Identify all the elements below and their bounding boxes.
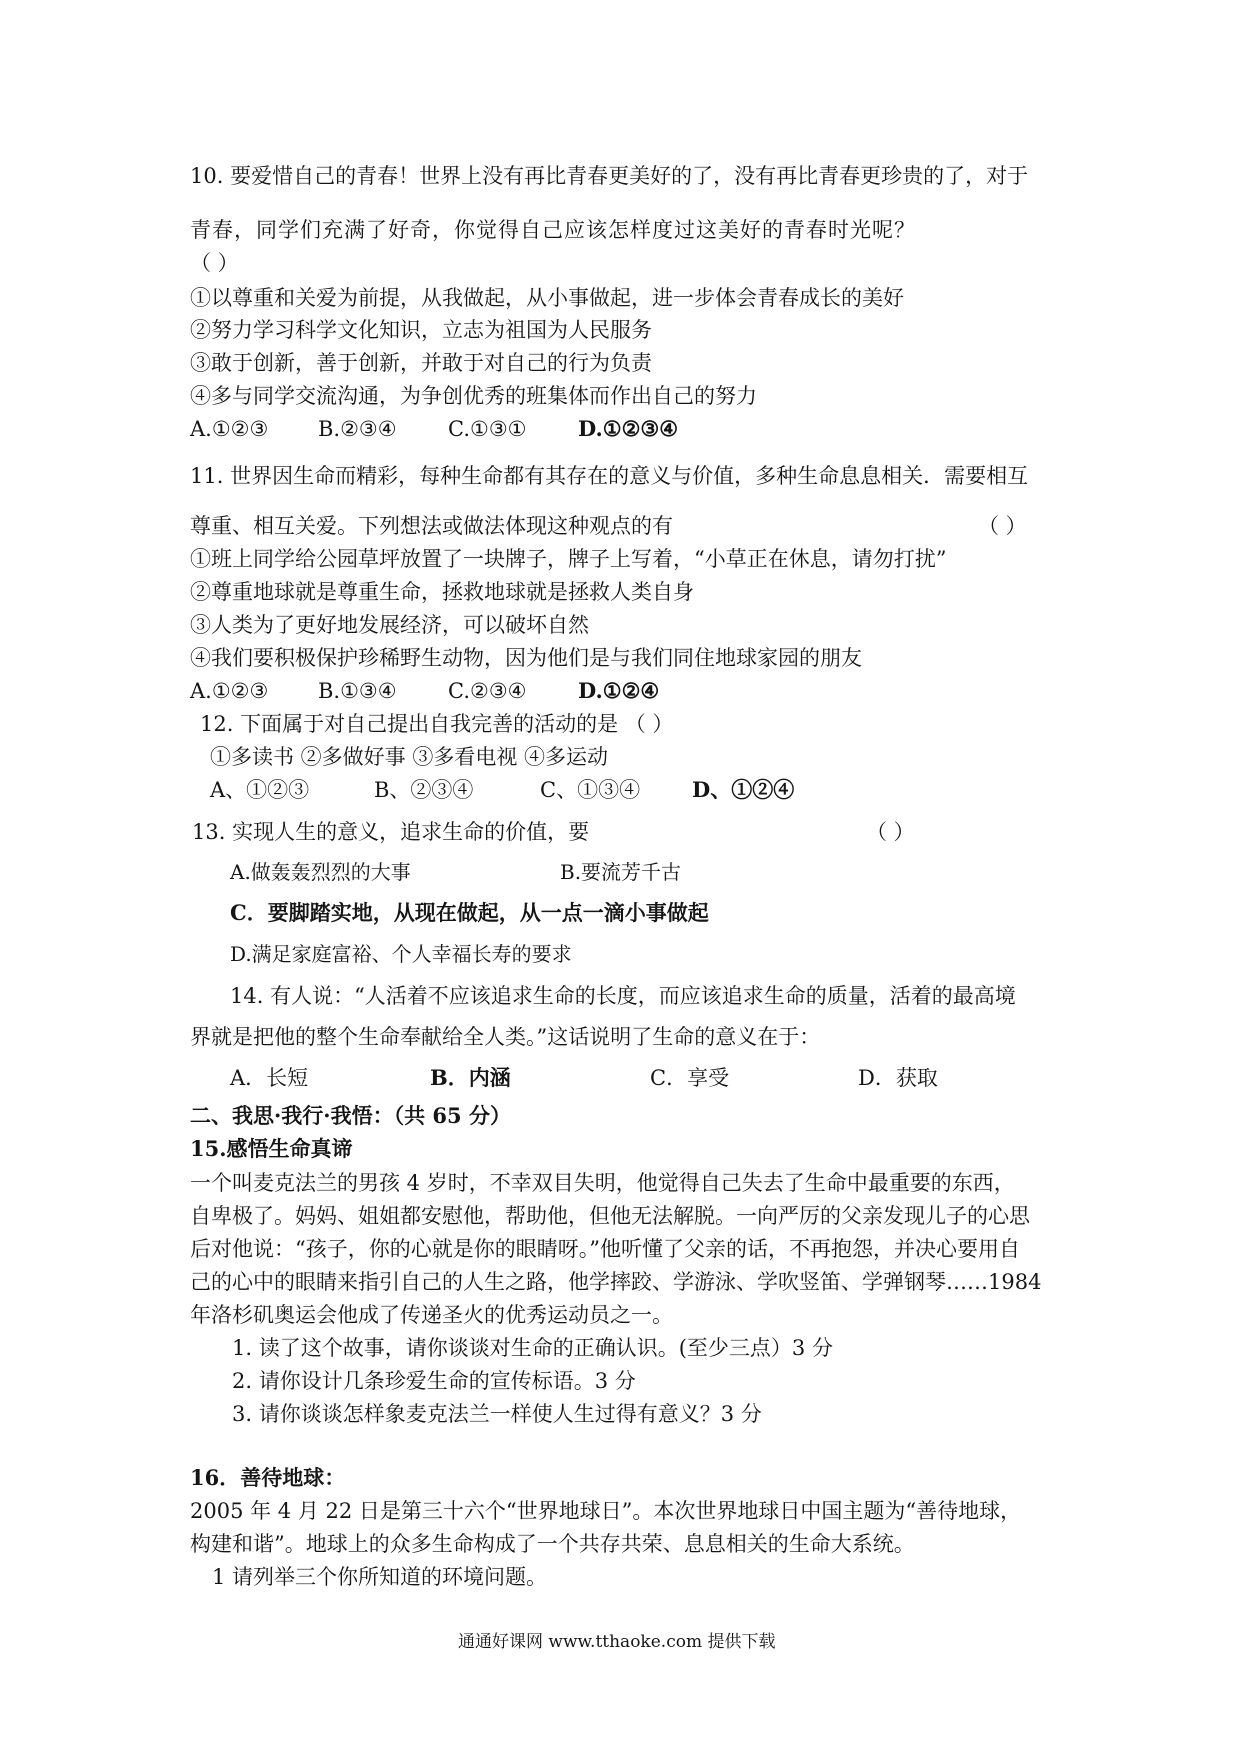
- q10-item-4: ④多与同学交流沟通，为争创优秀的班集体而作出自己的努力: [190, 384, 757, 408]
- q10-item-2: ②努力学习科学文化知识，立志为祖国为人民服务: [190, 318, 652, 342]
- q15-para-line-5: 年洛杉矶奥运会他成了传递圣火的优秀运动员之一。: [190, 1303, 673, 1327]
- q13-option-a: A.做轰轰烈烈的大事: [230, 860, 411, 884]
- q15-sub-3: 3. 请你谈谈怎样象麦克法兰一样使人生过得有意义？3 分: [232, 1402, 762, 1426]
- q10-line2: 青春，同学们充满了好奇，你觉得自己应该怎样度过这美好的青春时光呢？: [190, 218, 916, 242]
- q13-option-c: C．要脚踏实地，从现在做起，从一点一滴小事做起: [230, 900, 709, 925]
- q10-option-a: A.①②③: [190, 417, 269, 441]
- q13-option-d: D.满足家庭富裕、个人幸福长寿的要求: [230, 942, 572, 966]
- q14-option-b: B．内涵: [430, 1065, 511, 1090]
- q14-line1: 14. 有人说：“人活着不应该追求生命的长度，而应该追求生命的质量，活着的最高境: [230, 984, 1016, 1008]
- q12-stem: 12. 下面属于对自己提出自我完善的活动的是 （ ）: [200, 712, 674, 736]
- q12-option-a: A、①②③: [210, 778, 310, 802]
- q15-para-line-1: 一个叫麦克法兰的男孩 4 岁时，不幸双目失明，他觉得自己失去了生命中最重要的东西，: [190, 1171, 1015, 1195]
- page-footer: 通通好课网 www.tthaoke.com 提供下载: [458, 1632, 776, 1652]
- q11-option-a: A.①②③: [190, 679, 269, 703]
- q12-option-d: D、①②④: [692, 777, 795, 802]
- q10-item-1: ①以尊重和关爱为前提，从我做起，从小事做起，进一步体会青春成长的美好: [190, 286, 904, 310]
- q15-sub-2: 2. 请你设计几条珍爱生命的宣传标语。3 分: [232, 1369, 636, 1393]
- q14-option-a: A．长短: [230, 1066, 309, 1090]
- q10-option-c: C.①③①: [448, 417, 527, 441]
- q11-option-b: B.①③④: [318, 679, 397, 703]
- q16-title: 16．善待地球：: [190, 1465, 346, 1490]
- q16-para-line-1: 2005 年 4 月 22 日是第三十六个“世界地球日”。本次世界地球日中国主题为“善待地球，: [190, 1499, 1022, 1523]
- q16-para-line-2: 构建和谐”。地球上的众多生命构成了一个共存共荣、息息相关的生命大系统。: [190, 1532, 915, 1556]
- q13-answer-paren: （ ）: [866, 820, 915, 844]
- q16-sub-1: 1 请列举三个你所知道的环境问题。: [212, 1565, 548, 1589]
- q10-answer-paren: （ ）: [190, 251, 239, 275]
- q15-title: 15.感悟生命真谛: [190, 1136, 353, 1161]
- section-2-heading: 二、我思·我行·我悟：（共 65 分）: [190, 1103, 511, 1128]
- q11-line2: 尊重、相互关爱。下列想法或做法体现这种观点的有: [190, 514, 673, 538]
- q11-item-4: ④我们要积极保护珍稀野生动物，因为他们是与我们同住地球家园的朋友: [190, 646, 862, 670]
- q11-item-3: ③人类为了更好地发展经济，可以破坏自然: [190, 613, 589, 637]
- q10-item-3: ③敢于创新，善于创新，并敢于对自己的行为负责: [190, 351, 652, 375]
- q15-para-line-3: 后对他说：“孩子，你的心就是你的眼睛呀。”他听懂了父亲的话，不再抱怨，并决心要用自: [190, 1237, 1020, 1261]
- q11-option-d: D.①②④: [578, 678, 660, 703]
- q14-line2: 界就是把他的整个生命奉献给全人类。”这话说明了生命的意义在于：: [190, 1025, 821, 1049]
- q15-para-line-4: 己的心中的眼睛来指引自己的人生之路，他学摔跤、学游泳、学吹竖笛、学弹钢琴……1984: [190, 1270, 1042, 1294]
- q15-para-line-2: 自卑极了。妈妈、姐姐都安慰他，帮助他，但他无法解脱。一向严厉的父亲发现儿子的心思: [190, 1204, 1030, 1228]
- q11-answer-paren: （ ）: [978, 514, 1027, 538]
- q15-sub-1: 1. 读了这个故事，请你谈谈对生命的正确认识。(至少三点）3 分: [232, 1336, 833, 1360]
- q14-option-c: C．享受: [650, 1066, 730, 1090]
- q10-option-b: B.②③④: [318, 417, 397, 441]
- q13-option-b: B.要流芳千古: [560, 860, 682, 884]
- q11-option-c: C.②③④: [448, 679, 527, 703]
- q11-item-2: ②尊重地球就是尊重生命，拯救地球就是拯救人类自身: [190, 580, 694, 604]
- q10-line1: 10. 要爱惜自己的青春！世界上没有再比青春更美好的了，没有再比青春更珍贵的了，对于: [190, 164, 1029, 188]
- q12-items: ①多读书 ②多做好事 ③多看电视 ④多运动: [210, 745, 609, 769]
- q12-option-c: C、①③④: [540, 778, 641, 802]
- q10-option-d: D.①②③④: [578, 416, 679, 441]
- q11-item-1: ①班上同学给公园草坪放置了一块牌子，牌子上写着，“小草正在休息，请勿打扰”: [190, 547, 947, 571]
- q11-line1: 11. 世界因生命而精彩，每种生命都有其存在的意义与价值，多种生命息息相关．需要相互: [190, 464, 1029, 488]
- q12-option-b: B、②③④: [374, 778, 474, 802]
- q13-stem: 13. 实现人生的意义，追求生命的价值，要: [192, 820, 590, 844]
- q14-option-d: D．获取: [858, 1066, 938, 1090]
